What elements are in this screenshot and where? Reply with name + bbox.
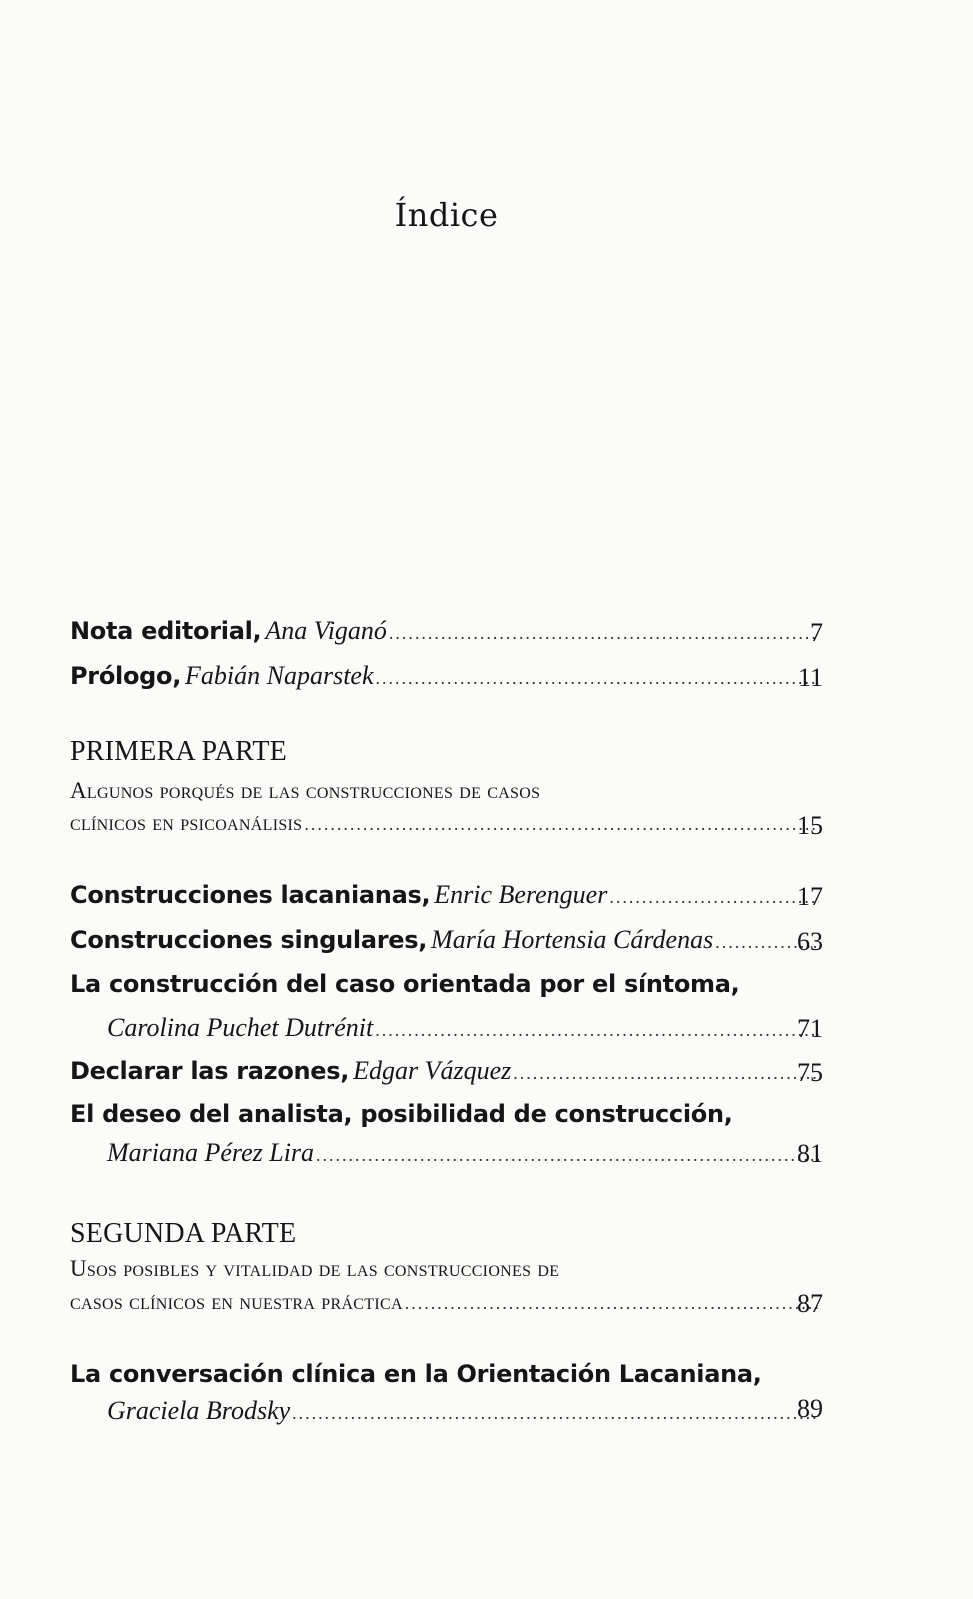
toc-entry-conversacion-clinica-author bbox=[70, 1396, 823, 1426]
entry-title: Prólogo, bbox=[70, 662, 182, 690]
page-number: 11 bbox=[797, 663, 823, 692]
page-number: 15 bbox=[797, 811, 823, 840]
entry-author: María Hortensia Cárdenas bbox=[431, 925, 714, 954]
page-number: 89 bbox=[797, 1394, 823, 1423]
page-number: 63 bbox=[797, 927, 823, 956]
toc-entry-construcciones-singulares bbox=[70, 925, 823, 955]
entry-author: Graciela Brodsky bbox=[107, 1396, 291, 1425]
dot-leader bbox=[292, 1403, 819, 1424]
page-number: 81 bbox=[797, 1139, 823, 1168]
page-number: 7 bbox=[810, 618, 823, 647]
part-two-subtitle-2 bbox=[70, 1289, 823, 1315]
toc-entry-prologo bbox=[70, 661, 823, 691]
entry-title: Construcciones lacanianas, bbox=[70, 881, 431, 909]
toc-entry-construcciones-lacanianas bbox=[70, 880, 823, 910]
entry-title: El deseo del analista, posibilidad de construcción, bbox=[70, 1100, 733, 1128]
toc-entry-declarar-las-razones bbox=[70, 1056, 823, 1086]
page-title: Índice bbox=[394, 196, 499, 234]
part-two-subtitle bbox=[70, 1256, 823, 1282]
toc-entry-deseo-del-analista bbox=[70, 1100, 823, 1128]
dot-leader bbox=[376, 668, 819, 689]
toc-entry-conversacion-clinica bbox=[70, 1360, 823, 1388]
part-one-subtitle bbox=[70, 778, 823, 804]
entry-title: La conversación clínica en la Orientación Lacaniana, bbox=[70, 1360, 762, 1388]
part-subtitle-line-2: clínicos en psicoanálisis bbox=[70, 810, 303, 835]
part-subtitle-line-1: Algunos porqués de las construcciones de casos bbox=[70, 778, 541, 803]
dot-leader bbox=[405, 1293, 819, 1314]
toc-entry-construccion-del-caso bbox=[70, 970, 823, 998]
entry-title: Nota editorial, bbox=[70, 617, 262, 645]
part-two-heading bbox=[70, 1218, 823, 1250]
entry-author: Ana Viganó bbox=[265, 616, 387, 645]
entry-title: Construcciones singulares, bbox=[70, 926, 428, 954]
page-number: 17 bbox=[797, 882, 823, 911]
dot-leader bbox=[304, 814, 819, 835]
part-one-heading bbox=[70, 736, 823, 768]
page-number: 75 bbox=[797, 1058, 823, 1087]
toc-entry-nota-editorial bbox=[70, 616, 823, 646]
part-one-subtitle-2 bbox=[70, 810, 823, 836]
part-title: PRIMERA PARTE bbox=[70, 736, 287, 767]
entry-author: Carolina Puchet Dutrénit bbox=[107, 1013, 374, 1042]
entry-author: Fabián Naparstek bbox=[185, 661, 374, 690]
entry-author: Mariana Pérez Lira bbox=[107, 1138, 315, 1167]
toc-entry-construccion-del-caso-author bbox=[70, 1013, 823, 1043]
page-number: 71 bbox=[797, 1014, 823, 1043]
part-subtitle-line-1: Usos posibles y vitalidad de las construcciones de bbox=[70, 1256, 560, 1281]
part-subtitle-line-2: casos clínicos en nuestra práctica bbox=[70, 1289, 403, 1314]
dot-leader bbox=[389, 623, 819, 644]
entry-title: Declarar las razones, bbox=[70, 1057, 350, 1085]
entry-author: Enric Berenguer bbox=[434, 880, 608, 909]
part-title: SEGUNDA PARTE bbox=[70, 1218, 297, 1249]
dot-leader bbox=[375, 1020, 819, 1041]
toc-entry-deseo-del-analista-author bbox=[70, 1138, 823, 1168]
entry-title: La construcción del caso orientada por el síntoma, bbox=[70, 970, 740, 998]
page-number: 87 bbox=[797, 1289, 823, 1318]
dot-leader bbox=[316, 1145, 819, 1166]
entry-author: Edgar Vázquez bbox=[353, 1056, 512, 1085]
